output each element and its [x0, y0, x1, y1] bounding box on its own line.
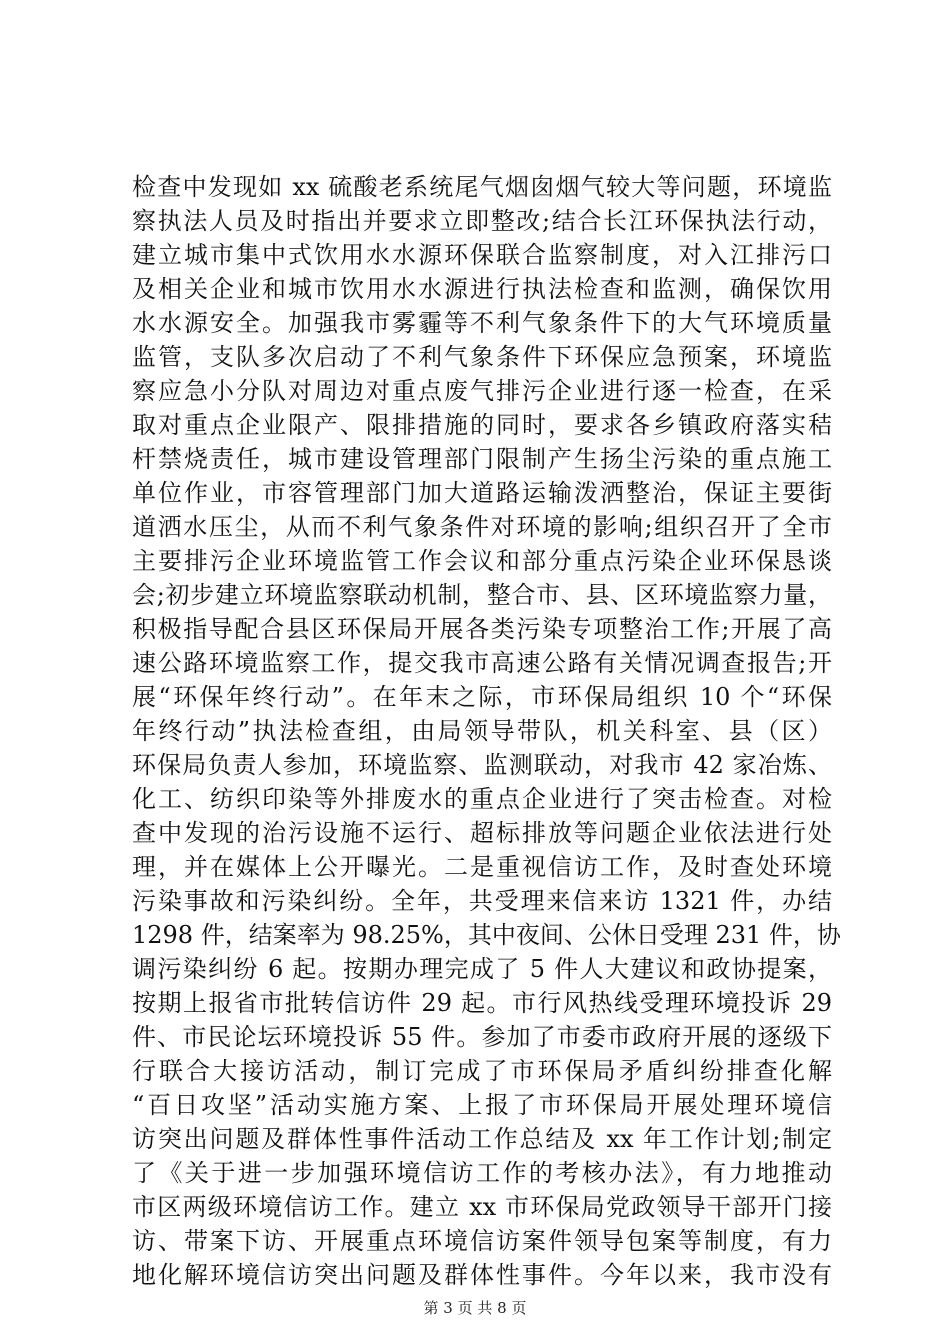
text-line: 察执法人员及时指出并要求立即整改;结合长江环保执法行动， [132, 207, 832, 235]
text-line: 主要排污企业环境监管工作会议和部分重点污染企业环保恳谈 [132, 547, 832, 575]
text-line: 化工、纺织印染等外排废水的重点企业进行了突击检查。对检 [132, 785, 832, 813]
text-line: 1298 件，结案率为 98.25%，其中夜间、公休日受理 231 件，协 [132, 921, 841, 949]
text-line: 污染事故和污染纠纷。全年，共受理来信来访 1321 件，办结 [132, 887, 832, 915]
text-line: 速公路环境监察工作，提交我市高速公路有关情况调查报告;开 [132, 649, 832, 677]
text-line: 单位作业，市容管理部门加大道路运输泼洒整治，保证主要街 [132, 479, 832, 507]
text-line: 访突出问题及群体性事件活动工作总结及 xx 年工作计划;制定 [132, 1125, 832, 1153]
text-line: 按期上报省市批转信访件 29 起。市行风热线受理环境投诉 29 [132, 989, 832, 1017]
text-line: 理，并在媒体上公开曝光。二是重视信访工作，及时查处环境 [132, 853, 832, 881]
text-line: 环保局负责人参加，环境监察、监测联动，对我市 42 家冶炼、 [132, 751, 832, 779]
page-number-indicator: 第 3 页 共 8 页 [423, 1299, 527, 1317]
body-text [132, 170, 841, 1292]
text-line: 年终行动”执法检查组，由局领导带队，机关科室、县（区） [132, 717, 832, 745]
text-line: 道洒水压尘，从而不利气象条件对环境的影响;组织召开了全市 [132, 513, 832, 541]
text-line: 察应急小分队对周边对重点废气排污企业进行逐一检查，在采 [132, 377, 832, 405]
page-footer [0, 1298, 950, 1318]
text-line: 会;初步建立环境监察联动机制，整合市、县、区环境监察力量， [132, 581, 832, 609]
text-line: 调污染纠纷 6 起。按期办理完成了 5 件人大建议和政协提案， [132, 955, 832, 983]
text-line: 行联合大接访活动，制订完成了市环保局矛盾纠纷排查化解 [132, 1057, 832, 1085]
text-line: 监管，支队多次启动了不利气象条件下环保应急预案，环境监 [132, 343, 832, 371]
text-line: 件、市民论坛环境投诉 55 件。参加了市委市政府开展的逐级下 [132, 1023, 832, 1051]
text-line: 及相关企业和城市饮用水水源进行执法检查和监测，确保饮用 [132, 275, 832, 303]
text-line: 杆禁烧责任，城市建设管理部门限制产生扬尘污染的重点施工 [132, 445, 832, 473]
text-line: 了《关于进一步加强环境信访工作的考核办法》，有力地推动 [132, 1159, 832, 1187]
text-line: 取对重点企业限产、限排措施的同时，要求各乡镇政府落实秸 [132, 411, 832, 439]
text-line: 水水源安全。加强我市雾霾等不利气象条件下的大气环境质量 [132, 309, 832, 337]
text-line: 展“环保年终行动”。在年末之际，市环保局组织 10 个“环保 [132, 683, 832, 711]
text-line: 访、带案下访、开展重点环境信访案件领导包案等制度，有力 [132, 1227, 832, 1255]
text-line: 建立城市集中式饮用水水源环保联合监察制度，对入江排污口 [132, 241, 832, 269]
text-line: “百日攻坚”活动实施方案、上报了市环保局开展处理环境信 [132, 1091, 832, 1119]
text-line: 积极指导配合县区环保局开展各类污染专项整治工作;开展了高 [132, 615, 832, 643]
text-line: 市区两级环境信访工作。建立 xx 市环保局党政领导干部开门接 [132, 1193, 832, 1221]
text-line: 地化解环境信访突出问题及群体性事件。今年以来，我市没有 [132, 1261, 832, 1289]
text-line: 查中发现的治污设施不运行、超标排放等问题企业依法进行处 [132, 819, 832, 847]
text-line: 检查中发现如 xx 硫酸老系统尾气烟囱烟气较大等问题，环境监 [132, 173, 832, 201]
